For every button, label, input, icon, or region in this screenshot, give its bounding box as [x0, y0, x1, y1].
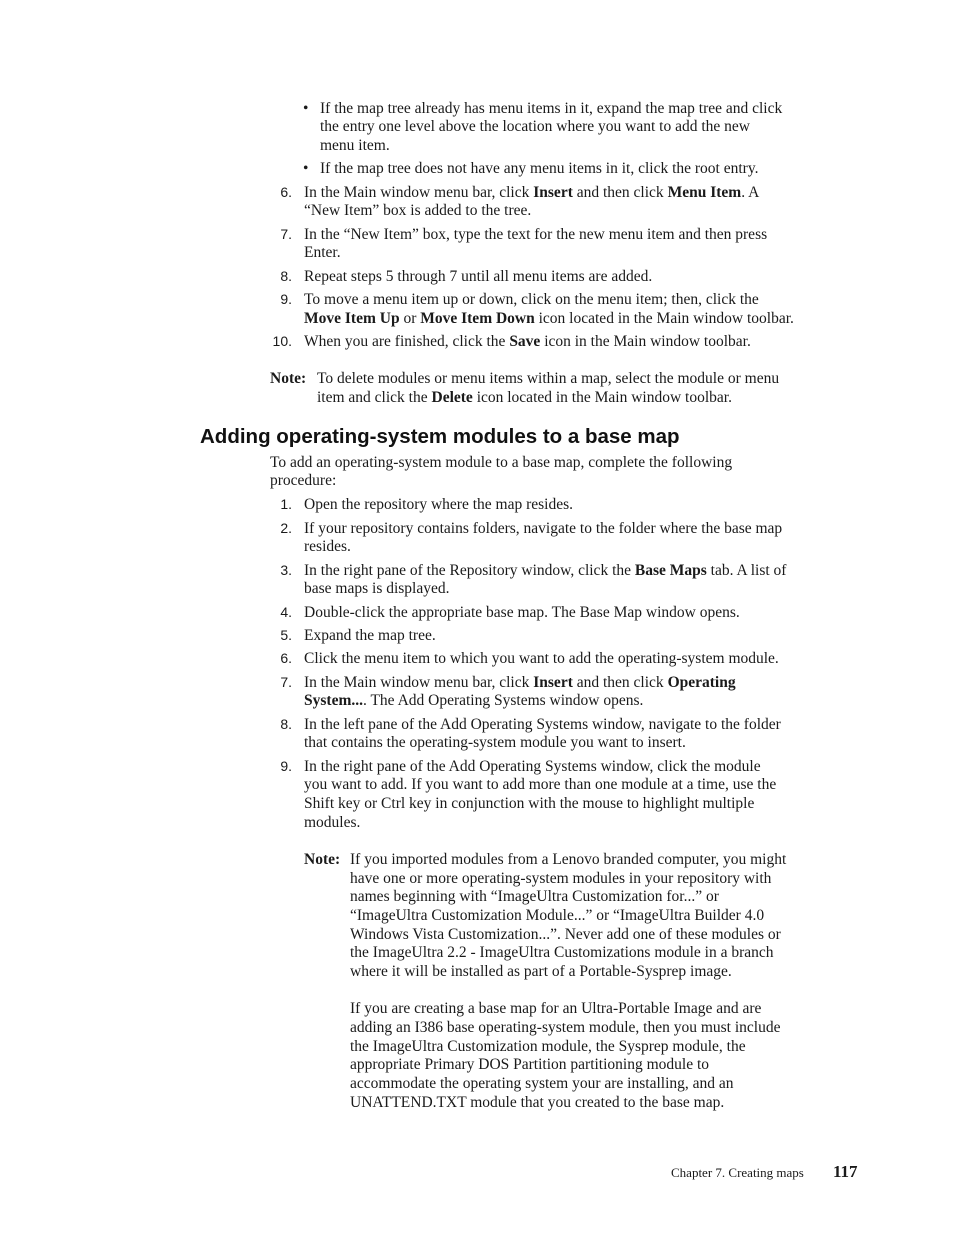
note-1-line-1: To delete modules or menu items within a map, select the module or menu — [317, 370, 780, 387]
step-7-line-2: Enter. — [304, 244, 341, 261]
note-2-p1-line-2: have one or more operating-system modules in your repository with — [350, 870, 772, 887]
page-number: 117 — [833, 1162, 858, 1181]
step-number: 9. — [280, 291, 292, 307]
bullet-marker: • — [303, 100, 309, 117]
step-number: 3. — [280, 562, 292, 578]
step-number: 1. — [280, 496, 292, 512]
step-7-line-1: In the “New Item” box, type the text for the new menu item and then press — [304, 226, 768, 243]
step-number: 7. — [280, 674, 292, 690]
note-2-p1-line-7: where it will be installed as part of a Portable-Sysprep image. — [350, 963, 732, 980]
s2-line-2: resides. — [304, 538, 351, 555]
step-number: 7. — [280, 226, 292, 242]
step-number: 6. — [280, 650, 292, 666]
s9-line-4: modules. — [304, 814, 361, 831]
note-2-p1-line-4: “ImageUltra Customization Module...” or “ImageUltra Builder 4.0 — [350, 907, 765, 924]
bullet-1-line-3: menu item. — [320, 137, 390, 154]
step-number: 4. — [280, 604, 292, 620]
step-9-line-1: To move a menu item up or down, click on the menu item; then, click the — [304, 291, 759, 308]
step-6-line-2: “New Item” box is added to the tree. — [304, 202, 532, 219]
step-number: 8. — [280, 268, 292, 284]
s1-line-1: Open the repository where the map resides. — [304, 496, 574, 513]
note-1-line-2: item and click the Delete icon located in the Main window toolbar. — [317, 389, 732, 406]
step-number: 2. — [280, 520, 292, 536]
bullet-1-line-2: the entry one level above the location where you want to add the new — [320, 118, 750, 135]
note-2-p1-line-6: the ImageUltra 2.2 - ImageUltra Customizations module in a branch — [350, 944, 774, 961]
note-label: Note: — [270, 370, 307, 387]
s9-line-1: In the right pane of the Add Operating Systems window, click the module — [304, 758, 761, 775]
s8-line-1: In the left pane of the Add Operating Systems window, navigate to the folder — [304, 716, 781, 733]
note-2-p1-line-5: Windows Vista Customization...”. Never add one of these modules or — [350, 926, 781, 943]
step-6-line-1: In the Main window menu bar, click Insert and then click Menu Item. A — [304, 184, 760, 201]
footer-chapter: Chapter 7. Creating maps — [671, 1165, 804, 1180]
step-number: 6. — [280, 184, 292, 200]
s4-line-1: Double-click the appropriate base map. The Base Map window opens. — [304, 604, 740, 621]
step-number: 5. — [280, 627, 292, 643]
note-2-p1-line-3: names beginning with “ImageUltra Customization for...” or — [350, 888, 719, 905]
step-number: 10. — [272, 333, 292, 349]
bullet-1-line-1: If the map tree already has menu items in it, expand the map tree and click — [320, 100, 783, 117]
intro-line-1: To add an operating-system module to a base map, complete the following — [270, 454, 733, 471]
note-2-p2-line-2: adding an I386 base operating-system module, then you must include — [350, 1019, 781, 1036]
s3-line-1: In the right pane of the Repository window, click the Base Maps tab. A list of — [304, 562, 787, 579]
note-2-p2-line-1: If you are creating a base map for an Ultra-Portable Image and are — [350, 1000, 762, 1017]
s6-line-1: Click the menu item to which you want to add the operating-system module. — [304, 650, 779, 667]
step-10-line-1: When you are finished, click the Save icon in the Main window toolbar. — [304, 333, 751, 350]
note-2-p2-line-5: accommodate the operating system your are installing, and an — [350, 1075, 734, 1092]
bullet-2-line-1: If the map tree does not have any menu items in it, click the root entry. — [320, 160, 759, 177]
note-2-p2-line-3: the ImageUltra Customization module, the Sysprep module, the — [350, 1038, 746, 1055]
s5-line-1: Expand the map tree. — [304, 627, 436, 644]
s9-line-2: you want to add. If you want to add more than one module at a time, use the — [304, 776, 777, 793]
s8-line-2: that contains the operating-system module you want to insert. — [304, 734, 686, 751]
note-label: Note: — [304, 851, 341, 868]
s3-line-2: base maps is displayed. — [304, 580, 450, 597]
step-9-line-2: Move Item Up or Move Item Down icon located in the Main window toolbar. — [304, 310, 794, 327]
note-2-p1-line-1: If you imported modules from a Lenovo branded computer, you might — [350, 851, 787, 868]
s9-line-3: Shift key or Ctrl key in conjunction with the mouse to highlight multiple — [304, 795, 755, 812]
step-number: 8. — [280, 716, 292, 732]
note-2-p2-line-4: appropriate Primary DOS Partition partitioning module to — [350, 1056, 710, 1073]
step-number: 9. — [280, 758, 292, 774]
s2-line-1: If your repository contains folders, navigate to the folder where the base map — [304, 520, 783, 537]
intro-line-2: procedure: — [270, 472, 337, 489]
bullet-marker: • — [303, 160, 309, 177]
s7-line-1: In the Main window menu bar, click Insert and then click Operating — [304, 674, 736, 691]
s7-line-2: System.... The Add Operating Systems window opens. — [304, 692, 644, 709]
step-8-line-1: Repeat steps 5 through 7 until all menu items are added. — [304, 268, 653, 285]
note-2-p2-line-6: UNATTEND.TXT module that you created to the base map. — [350, 1094, 725, 1111]
section-heading: Adding operating-system modules to a base map — [200, 425, 680, 448]
